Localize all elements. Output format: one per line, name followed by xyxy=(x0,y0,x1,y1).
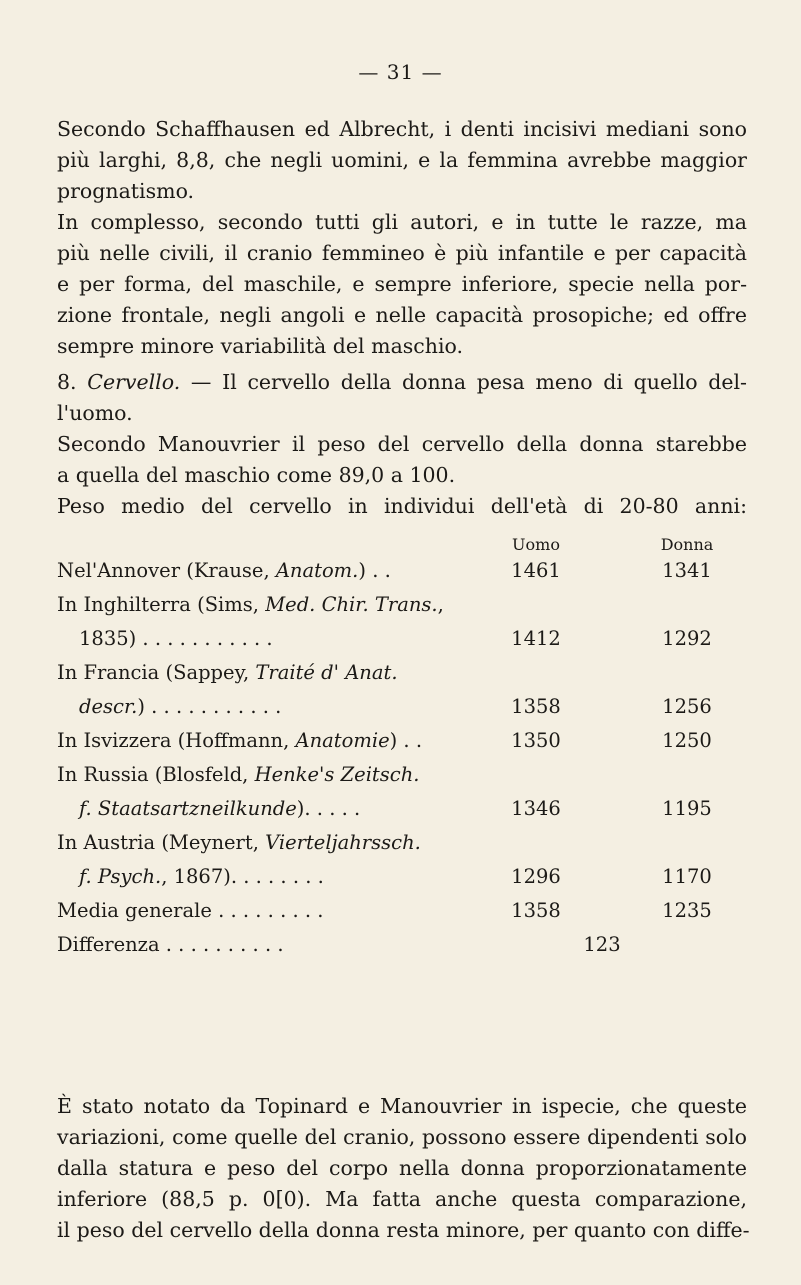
text-line: più nelle civili, il cranio femmineo è più infantile e per capacità xyxy=(57,241,747,265)
row-label: Nel'Annover (Krause, Anatom.) . . xyxy=(57,559,391,582)
value-uomo: 1358 xyxy=(511,695,561,718)
value-uomo: 1350 xyxy=(511,729,561,752)
value-donna: 1195 xyxy=(662,797,712,820)
table-row xyxy=(57,729,747,763)
row-label-continued: 1835) . . . . . . . . . . . xyxy=(79,627,273,650)
table-row xyxy=(57,559,747,593)
row-label: Differenza . . . . . . . . . . xyxy=(57,933,284,956)
value-donna: 1256 xyxy=(662,695,712,718)
value-donna: 1235 xyxy=(662,899,712,922)
text-line: Peso medio del cervello in individui dell'età di 20-80 anni: xyxy=(57,494,747,518)
text-line: Secondo Manouvrier il peso del cervello della donna starebbe xyxy=(57,432,747,456)
table-row xyxy=(57,627,747,661)
text-line: sempre minore variabilità del maschio. xyxy=(57,334,464,358)
text-line: zione frontale, negli angoli e nelle capacità prosopiche; ed offre xyxy=(57,303,747,327)
row-label-continued: descr.) . . . . . . . . . . . xyxy=(79,695,282,718)
column-header-uomo: Uomo xyxy=(512,535,560,554)
table-header xyxy=(57,527,747,559)
row-label: In Austria (Meynert, Vierteljahrssch. xyxy=(57,831,421,854)
table-row xyxy=(57,865,747,899)
text-line: variazioni, come quelle del cranio, possono essere dipendenti solo xyxy=(57,1125,747,1149)
paragraph-complesso xyxy=(57,207,747,362)
text-line: dalla statura e peso del corpo nella donna proporzionatamente xyxy=(57,1156,747,1180)
row-label: In Isvizzera (Hoffmann, Anatomie) . . xyxy=(57,729,423,752)
text-line: a quella del maschio come 89,0 a 100. xyxy=(57,463,456,487)
text-line: È stato notato da Topinard e Manouvrier in ispecie, che queste xyxy=(57,1094,747,1118)
text-line: e per forma, del maschile, e sempre inferiore, specie nella por- xyxy=(57,272,747,296)
section-cervello xyxy=(57,367,747,429)
paragraph-peso-medio xyxy=(57,491,747,522)
section-number: 8. xyxy=(57,370,77,394)
table-row xyxy=(57,797,747,831)
text-line: più larghi, 8,8, che negli uomini, e la femmina avrebbe maggior xyxy=(57,148,747,172)
table-row-media xyxy=(57,899,747,933)
text-line: prognatismo. xyxy=(57,179,195,203)
paragraph-manouvrier xyxy=(57,429,747,491)
table-row xyxy=(57,695,747,729)
text-line: In complesso, secondo tutti gli autori, e in tutte le razze, ma xyxy=(57,210,747,234)
value-donna: 1250 xyxy=(662,729,712,752)
value-uomo: 1412 xyxy=(511,627,561,650)
value-uomo: 1461 xyxy=(511,559,561,582)
value-uomo: 1346 xyxy=(511,797,561,820)
row-label: Media generale . . . . . . . . . xyxy=(57,899,324,922)
table-row xyxy=(57,763,747,797)
brain-weight-table xyxy=(57,527,747,967)
table-row xyxy=(57,661,747,695)
row-label: In Russia (Blosfeld, Henke's Zeitsch. xyxy=(57,763,420,786)
table-row-differenza xyxy=(57,933,747,967)
row-label: In Inghilterra (Sims, Med. Chir. Trans., xyxy=(57,593,444,616)
row-label: In Francia (Sappey, Traité d' Anat. xyxy=(57,661,398,684)
section-text: — Il cervello della donna pesa meno di quello del- xyxy=(180,370,747,394)
value-donna: 1341 xyxy=(662,559,712,582)
text-line: l'uomo. xyxy=(57,401,133,425)
row-label-continued: f. Staatsartzneilkunde). . . . . xyxy=(79,797,361,820)
value-uomo: 1296 xyxy=(511,865,561,888)
paragraph-schaffhausen xyxy=(57,114,747,207)
row-label-continued: f. Psych., 1867). . . . . . . . xyxy=(79,865,324,888)
value-uomo: 1358 xyxy=(511,899,561,922)
column-header-donna: Donna xyxy=(660,535,714,554)
paragraph-topinard xyxy=(57,1091,750,1246)
value-donna: 1292 xyxy=(662,627,712,650)
text-line: il peso del cervello della donna resta minore, per quanto con diffe- xyxy=(57,1218,750,1242)
table-row xyxy=(57,831,747,865)
value-difference: 123 xyxy=(583,933,621,956)
page-number: — 31 — xyxy=(358,60,443,84)
value-donna: 1170 xyxy=(662,865,712,888)
text-line: inferiore (88,5 p. 0[0). Ma fatta anche questa comparazione, xyxy=(57,1187,747,1211)
text-line xyxy=(57,367,747,398)
table-row xyxy=(57,593,747,627)
section-title: Cervello. xyxy=(87,370,181,394)
text-line: Secondo Schaffhausen ed Albrecht, i denti incisivi mediani sono xyxy=(57,117,747,141)
